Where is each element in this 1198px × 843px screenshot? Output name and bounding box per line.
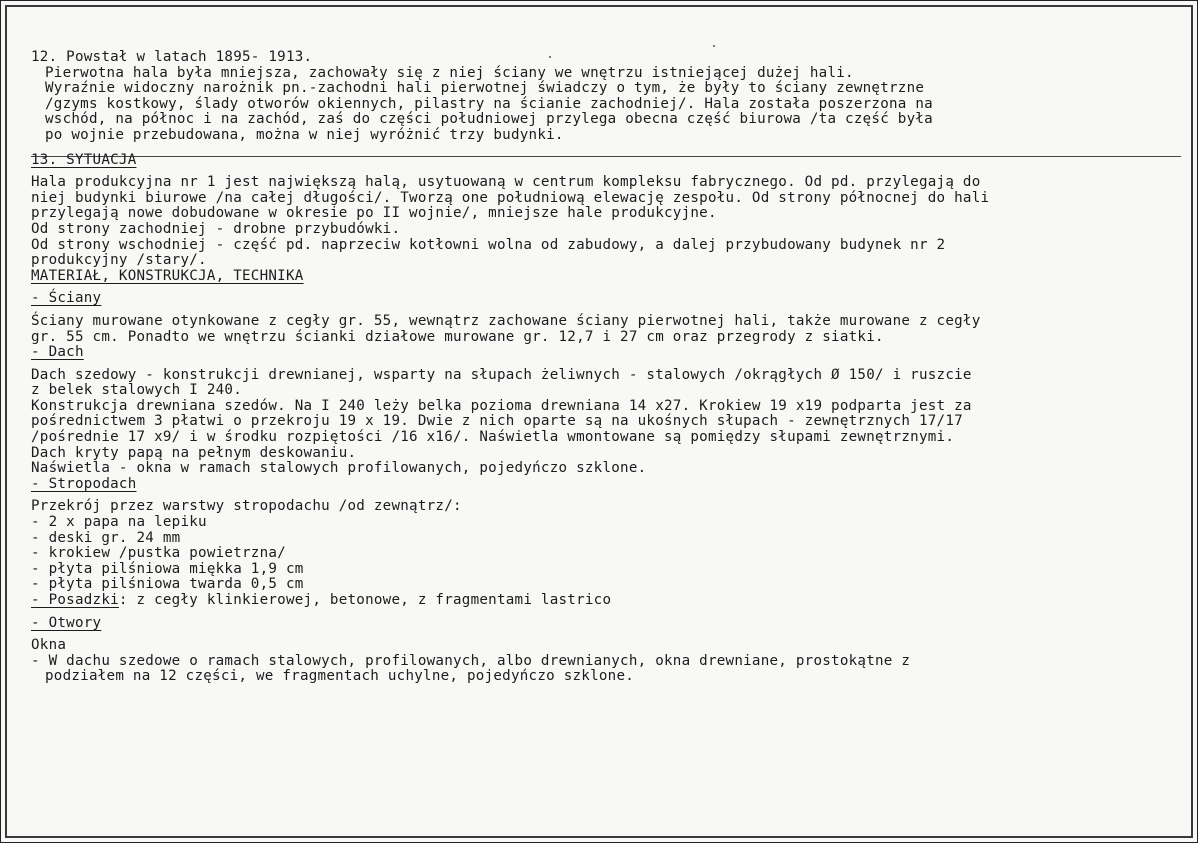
text-line: Pierwotna hala była mniejsza, zachowały się z niej ściany we wnętrzu istniejącej dużej hali. xyxy=(45,64,854,81)
text-line: pośrednictwem 3 płatwi o przekroju 19 x 19. Dwie z nich oparte są na ukośnych słupach - zewnętrznych 17/17 xyxy=(31,413,963,430)
list-item: - płyta pilśniowa twarda 0,5 cm xyxy=(31,576,304,593)
text-line: po wojnie przebudowana, można w niej wyróżnić trzy budynki. xyxy=(45,126,564,143)
text-line: Przekrój przez warstwy stropodachu /od zewnątrz/: xyxy=(31,498,462,515)
text-line: Hala produkcyjna nr 1 jest największą halą, usytuowaną w centrum kompleksu fabrycznego. Od pd. przylegają do xyxy=(31,174,981,191)
text-line: przylegają nowe dobudowane w okresie po II wojnie/, mniejsze hale produkcyjne. xyxy=(31,205,717,222)
text-line: /gzyms kostkowy, ślady otworów okiennych, pilastry na ścianie zachodniej/. Hala została poszerzona na xyxy=(45,95,933,112)
text-line: /pośrednie 17 x9/ i w środku rozpiętości /16 x16/. Naświetla wmontowane są pomiędzy słupami zewnętrznymi. xyxy=(31,429,955,446)
subsection-heading-stropodach: - Stropodach xyxy=(31,475,137,492)
text-line: gr. 55 cm. Ponadto we wnętrzu ścianki działowe murowane gr. 12,7 i 27 cm oraz przegrody z siatki. xyxy=(31,328,884,345)
text-line: Okna xyxy=(31,637,67,654)
section-heading-material: MATERIAŁ, KONSTRUKCJA, TECHNIKA xyxy=(31,267,304,284)
list-item: - krokiew /pustka powietrzna/ xyxy=(31,545,286,562)
posadzki-text: : z cegły klinkierowej, betonowe, z fragmentami lastrico xyxy=(118,592,612,608)
subsection-heading-sciany: - Ściany xyxy=(31,290,102,307)
text-line: Od strony wschodniej - część pd. naprzeciw kotłowni wolna od zabudowy, a dalej przybudowany budynek nr 2 xyxy=(31,236,946,253)
text-line: Dach szedowy - konstrukcji drewnianej, wsparty na słupach żeliwnych - stalowych /okrągłych Ø 150/ i ruszcie xyxy=(31,366,972,383)
text-line: Wyraźnie widoczny narożnik pn.-zachodni hali pierwotnej świadczy o tym, że były to ściany zewnętrzne xyxy=(45,80,925,97)
list-item-continuation: podziałem na 12 części, we fragmentach uchylne, pojedyńczo szklone. xyxy=(45,668,635,685)
text-line: niej budynki biurowe /na całej długości/. Tworzą one południową elewację zespołu. Od strony północnej do hali xyxy=(31,189,990,206)
list-item: - płyta pilśniowa miękka 1,9 cm xyxy=(31,560,304,577)
list-item: - 2 x papa na lepiku xyxy=(31,514,207,531)
section-heading-sytuacja: 13. SYTUACJA xyxy=(31,151,137,168)
ink-speck xyxy=(713,45,715,47)
text-line: Naświetla - okna w ramach stalowych profilowanych, pojedyńczo szklone. xyxy=(31,460,647,477)
text-line: produkcyjny /stary/. xyxy=(31,252,207,269)
list-item: - deski gr. 24 mm xyxy=(31,529,181,546)
subsection-heading-posadzki: - Posadzki xyxy=(31,592,119,608)
text-line: 12. Powstał w latach 1895- 1913. xyxy=(31,49,313,65)
subsection-heading-dach: - Dach xyxy=(31,344,84,361)
text-line: Ściany murowane otynkowane z cegły gr. 55, wewnątrz zachowane ściany pierwotnej hali, także murowane z cegły xyxy=(31,312,981,329)
typed-text-body xyxy=(31,50,1181,685)
text-line: z belek stalowych I 240. xyxy=(31,382,242,399)
list-item: - W dachu szedowe o ramach stalowych, profilowanych, albo drewnianych, okna drewniane, prostokątne z xyxy=(31,652,911,669)
text-line: Od strony zachodniej - drobne przybudówki. xyxy=(31,220,401,237)
text-line: wschód, na północ i na zachód, zaś do części południowej przylega obecna część biurowa /ta część była xyxy=(45,111,933,128)
text-line: Konstrukcja drewniana szedów. Na I 240 leży belka pozioma drewniana 14 x27. Krokiew 19 x19 podparta jest za xyxy=(31,397,972,414)
text-line: Dach kryty papą na pełnym deskowaniu. xyxy=(31,444,357,461)
subsection-heading-otwory: - Otwory xyxy=(31,614,102,631)
